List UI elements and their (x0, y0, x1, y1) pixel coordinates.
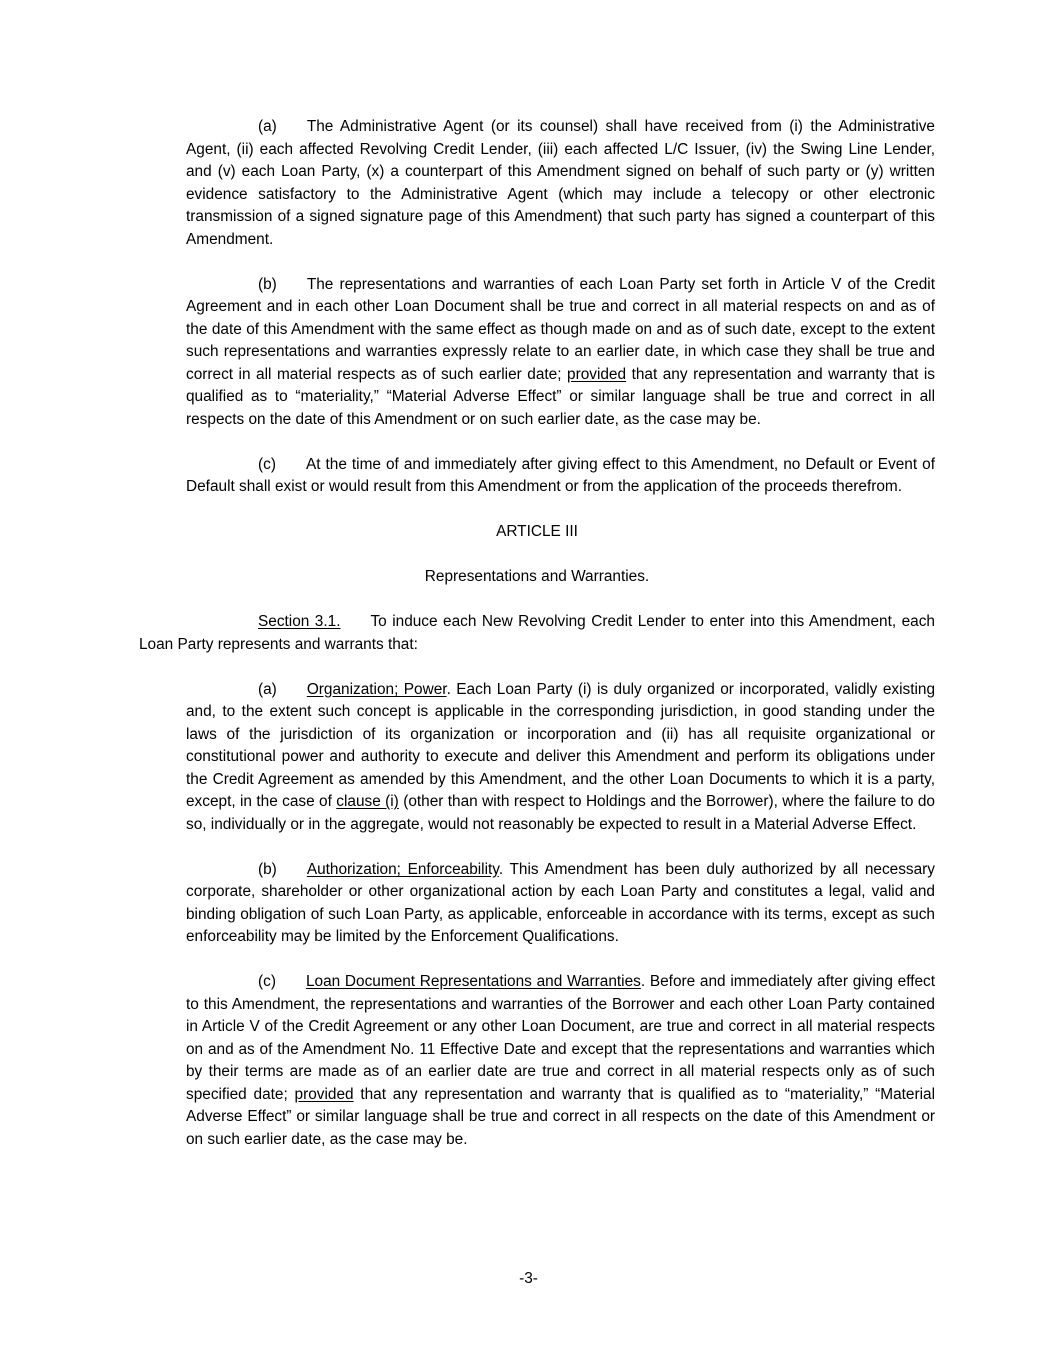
text-run: (other than with respect to Holdings and the Borrower), where the failure to do so, individually or in the aggregate, would not reasonably be expected to result in a Material Adverse Effect. (186, 793, 935, 833)
text-run: . Each Loan Party (i) is duly organized or incorporated, validly existing and, to the extent such concept is applicable in the corresponding jurisdiction, in good standing under the laws of the jurisdiction of its organization or incorporation and (ii) has all requisite organizational or constitutional power and authority to execute and deliver this Amendment and perform its obligations under the Credit Agreement as amended by this Amendment, and the other Loan Documents to which it is a party, except, in the case of (186, 680, 936, 810)
text-run: . This Amendment has been duly authorized by all necessary corporate, shareholder or other organizational action by each Loan Party and constitutes a legal, valid and binding obligation of such Loan Party, as applicable, enforceable in accordance with its terms, except as such enforceability may be limited by the Enforcement Qualifications. (186, 860, 935, 945)
underlined-text: Authorization; Enforceability (306, 860, 499, 878)
text-run: (a) (258, 680, 277, 698)
text-run: (b) (258, 275, 277, 293)
text-run: (b) (258, 860, 277, 878)
paragraph-c-no-default (186, 454, 935, 499)
underlined-text: Loan Document Representations and Warranties (305, 973, 641, 990)
text-run: (c) (258, 455, 276, 473)
paragraph-a-receipt-of-counterparts (186, 116, 935, 251)
text-run: Representations and Warranties. (424, 568, 650, 585)
text-run: . Before and immediately after giving effect to this Amendment, the representations and warranties of the Borrower and each other Loan Party contained in Article V of the Credit Agreement or any other Loan Document, are true and correct in all material respects on and as of the Amendment No. 11 Effective Date and except that the representations and warranties which by their terms are made as of an earlier date are true and correct in all material respects only as of such specified date; (186, 973, 935, 1103)
page-number: -3- (519, 1269, 538, 1287)
underlined-text: provided (567, 365, 627, 383)
text-run: The Administrative Agent (or its counsel) shall have received from (i) the Administrative Agent, (ii) each affected Revolving Credit Lender, (iii) each affected L/C Issuer, (iv) the Swing Line Lender, and (v) each Loan Party, (x) a counterpart of this Amendment signed on behalf of such party or (y) written evidence satisfactory to the Administrative Agent (which may include a telecopy or other electronic transmission of a signed signature page of this Amendment) that such party has signed a counterpart of this Amendment. (186, 118, 935, 248)
text-run: (a) (258, 118, 277, 135)
underlined-text: provided (294, 1085, 354, 1103)
paragraph-b-representations-true (186, 274, 935, 432)
underlined-text: Organization; Power (306, 680, 447, 698)
underlined-text: Section 3.1. (258, 613, 341, 630)
paragraph-section-3-1 (139, 611, 935, 656)
paragraph-3-1-c-loan-document-representations (186, 971, 935, 1151)
paragraph-3-1-b-authorization-enforceability (186, 859, 935, 949)
underlined-text: clause (i) (336, 793, 399, 810)
subheading-representations-and-warranties (139, 566, 935, 589)
text-run: that any representation and warranty that is qualified as to “materiality,” “Material Adverse Effect” or similar language shall be true and correct in all respects on the date of this Amendment or on such earlier date, as the case may be. (186, 1085, 935, 1148)
text-run: ARTICLE III (496, 523, 578, 540)
paragraph-3-1-a-organization-power (186, 679, 935, 837)
text-run: At the time of and immediately after giving effect to this Amendment, no Default or Event of Default shall exist or would result from this Amendment or from the application of the proceeds therefrom. (186, 455, 935, 495)
text-run: (c) (258, 973, 276, 990)
document-body (139, 116, 935, 1151)
text-run: that any representation and warranty that is qualified as to “materiality,” “Material Adverse Effect” or similar language shall be true and correct in all respects on the date of this Amendment or on such earlier date, as the case may be. (186, 365, 935, 428)
text-run: The representations and warranties of each Loan Party set forth in Article V of the Credit Agreement and in each other Loan Document shall be true and correct in all material respects on and as of the date of this Amendment with the same effect as though made on and as of such date, except to the extent such representations and warranties expressly relate to an earlier date, in which case they shall be true and correct in all material respects as of such earlier date; (186, 275, 935, 383)
text-run: To induce each New Revolving Credit Lender to enter into this Amendment, each Loan Party represents and warrants that: (139, 613, 935, 653)
heading-article-iii (139, 521, 935, 544)
